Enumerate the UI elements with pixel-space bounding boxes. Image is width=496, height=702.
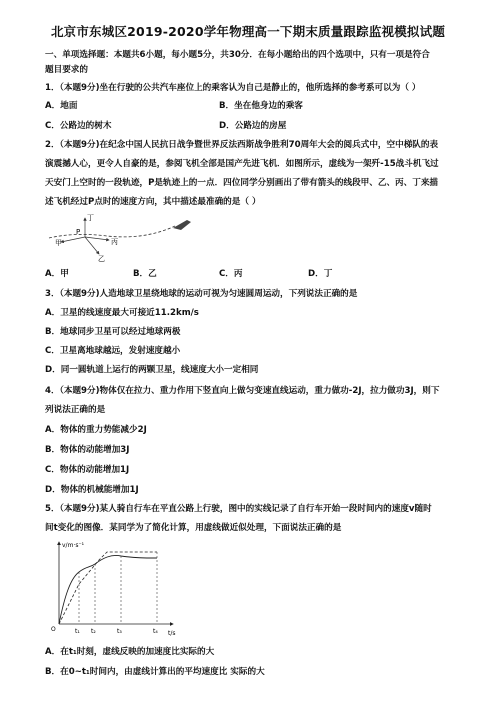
tick-t1: t₁ (75, 628, 80, 635)
q3-option-d: D．同一圆轨道上运行的两颗卫星，线速度大小一定相同 (45, 365, 259, 375)
q4-option-a: A．物体的重力势能减少2J (45, 425, 147, 435)
q4-option-c: C．物体的动能增加1J (45, 465, 130, 475)
q1-option-a: A．地面 (45, 101, 78, 111)
question-5-line-1: 5．（本题9分)某人骑自行车在平直公路上行驶，图中的实线记录了自行车开始一段时间内的速度v随时 (45, 504, 432, 514)
question-1-stem: 1．（本题9分)坐在行驶的公共汽车座位上的乘客认为自己是静止的，他所选择的参考系可以为（ ） (45, 83, 421, 93)
q2-option-b: B．乙 (133, 269, 157, 279)
approx-velocity-dashed (59, 552, 157, 624)
vector-yi (85, 237, 99, 254)
vector-bing (85, 237, 109, 240)
question-2-line-3: 天安门上空时的一段轨迹，P是轨迹上的一点．四位同学分别画出了带有箭头的线段甲、乙、丙、丁来描 (45, 178, 439, 188)
page-title: 北京市东城区2019-2020学年物理高一下期末质量跟踪监视模拟试题 (50, 24, 446, 39)
velocity-time-graph (45, 538, 185, 638)
label-bing: 丙 (111, 238, 118, 246)
q2-option-a: A．甲 (45, 269, 69, 279)
q3-option-c: C．卫星离地球越远，发射速度越小 (45, 346, 181, 356)
label-yi: 乙 (98, 255, 105, 262)
question-2-line-1: 2．（本题9分)在纪念中国人民抗日战争暨世界反法西斯战争胜利70周年大会的阅兵式中，空中梯队的表 (45, 140, 439, 150)
q4-option-b: B．物体的动能增加3J (45, 445, 130, 455)
vector-jia (61, 237, 85, 242)
question-5-line-2: 间t变化的图像．某同学为了简化计算，用虚线做近似处理，下面说法正确的是 (45, 523, 342, 533)
question-3-stem: 3．（本题9分)人造地球卫星绕地球的运动可视为匀速圆周运动，下列说法正确的是 (45, 289, 358, 299)
section-heading: 一、单项选择题：本题共6小题，每小题5分，共30分．在每小题给出的四个选项中，只有一项是符合 (45, 50, 430, 60)
label-p: P (76, 228, 81, 236)
question-4-line-2: 列说法正确的是 (45, 405, 106, 415)
q5-option-a: A．在t₁时刻，虚线反映的加速度比实际的大 (45, 647, 215, 657)
tick-t2: t₂ (91, 628, 96, 635)
question-4-line-1: 4．（本题9分)物体仅在拉力、重力作用下竖直向上做匀变速直线运动，重力做功-2J，拉力做功3J，则下 (45, 386, 440, 396)
jet-icon (173, 220, 191, 230)
q1-option-d: D．公路边的房屋 (219, 121, 287, 131)
label-ding: 丁 (87, 214, 94, 222)
question-2-line-4: 述飞机经过P点时的速度方向，其中描述最准确的是（ ） (45, 197, 261, 207)
tick-t4: t₄ (153, 628, 158, 635)
q2-option-d: D．丁 (308, 269, 333, 279)
q5-option-b: B．在0~t₁时间内，由虚线计算出的平均速度比 实际的大 (45, 667, 265, 677)
x-axis-label: t/s (168, 630, 176, 637)
q2-option-c: C．丙 (219, 269, 243, 279)
q3-option-b: B．地球同步卫星可以经过地球两极 (45, 327, 181, 337)
q1-option-b: B．坐在他身边的乘客 (219, 101, 303, 111)
q4-option-d: D．物体的机械能增加1J (45, 485, 139, 495)
section-heading-cont: 题目要求的 (45, 65, 88, 75)
q3-option-a: A．卫星的线速度最大可接近11.2km/s (45, 308, 199, 318)
origin-label: O (51, 626, 56, 633)
actual-velocity-curve (59, 555, 157, 624)
trajectory-curve (49, 226, 175, 238)
question-2-line-2: 演震撼人心，更令人自豪的是，参阅飞机全部是国产先进飞机．如图所示，虚线为一架歼-15战斗机飞过 (45, 159, 439, 169)
tick-t3: t₃ (117, 628, 122, 635)
y-axis-label: v/m·s⁻¹ (62, 542, 85, 549)
jet-trajectory-figure (45, 210, 205, 262)
q1-option-c: C．公路边的树木 (45, 121, 112, 131)
label-jia: 甲 (55, 239, 62, 247)
